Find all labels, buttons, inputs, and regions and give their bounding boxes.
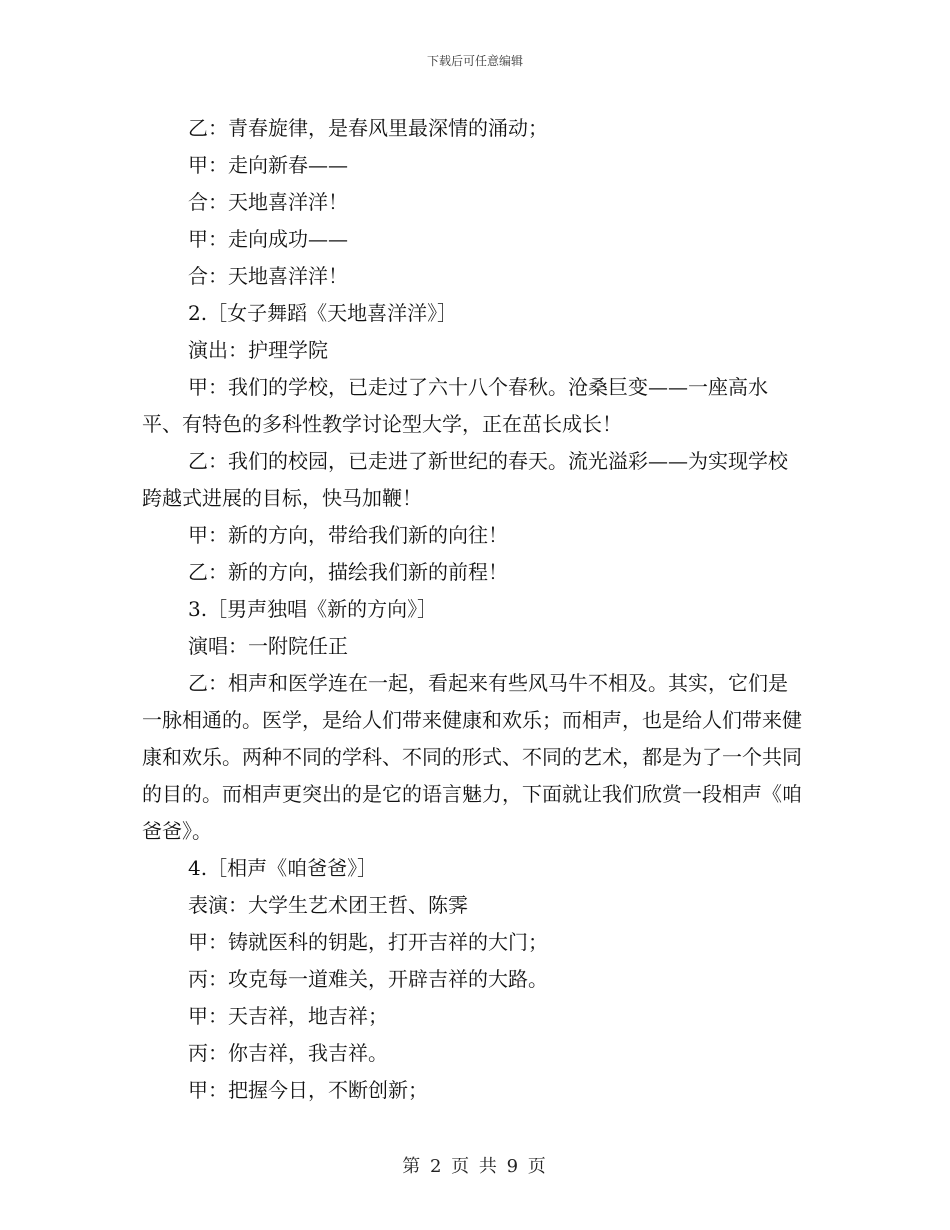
paragraph: 甲：我们的学校，已走过了六十八个春秋。沧桑巨变——一座高水平、有特色的多科性教学讨论型大学，正在茁长成长！: [142, 375, 768, 436]
paragraph: 甲：新的方向，带给我们新的向往！: [188, 523, 508, 547]
paragraph: 甲：走向成功——: [188, 227, 348, 251]
paragraph: 乙：相声和医学连在一起，看起来有些风马牛不相及。其实，它们是一脉相通的。医学，是给人们带来健康和欢乐；而相声，也是给人们带来健康和欢乐。两种不同的学科、不同的形式、不同的艺术，都是为了一个共同的目的。而相声更突出的是它的语言魅力，下面就让我们欣赏一段相声《咱爸爸》。: [142, 671, 802, 843]
paragraph: 甲：铸就医科的钥匙，打开吉祥的大门；: [188, 930, 548, 954]
paragraph: 乙：新的方向，描绘我们新的前程！: [188, 560, 508, 584]
paragraph: 乙：青春旋律，是春风里最深情的涌动；: [188, 116, 548, 140]
paragraph: 乙：我们的校园，已走进了新世纪的春天。流光溢彩——为实现学校跨越式进展的目标，快马加鞭！: [142, 449, 788, 510]
document-body: [142, 110, 802, 1109]
paragraph: 合：天地喜洋洋！: [188, 190, 348, 214]
paragraph: 甲：把握今日，不断创新；: [188, 1078, 428, 1102]
program-item-heading: 2.［女子舞蹈《天地喜洋洋》］: [188, 301, 458, 325]
paragraph: 丙：你吉祥，我吉祥。: [188, 1041, 388, 1065]
performer-line: 演唱：一附院任正: [188, 634, 348, 658]
program-item-heading: 4.［相声《咱爸爸》］: [188, 856, 378, 880]
paragraph: 丙：攻克每一道难关，开辟吉祥的大路。: [188, 967, 548, 991]
paragraph: 甲：走向新春——: [188, 153, 348, 177]
program-item-heading: 3.［男声独唱《新的方向》］: [188, 597, 438, 621]
page-header: 下载后可任意编辑: [426, 54, 523, 68]
performer-line: 演出：护理学院: [188, 338, 328, 362]
performer-line: 表演：大学生艺术团王哲、陈霁: [188, 893, 468, 917]
paragraph: 合：天地喜洋洋！: [188, 264, 348, 288]
paragraph: 甲：天吉祥，地吉祥；: [188, 1004, 388, 1028]
page-number: 第 2 页 共 9 页: [402, 1156, 548, 1177]
